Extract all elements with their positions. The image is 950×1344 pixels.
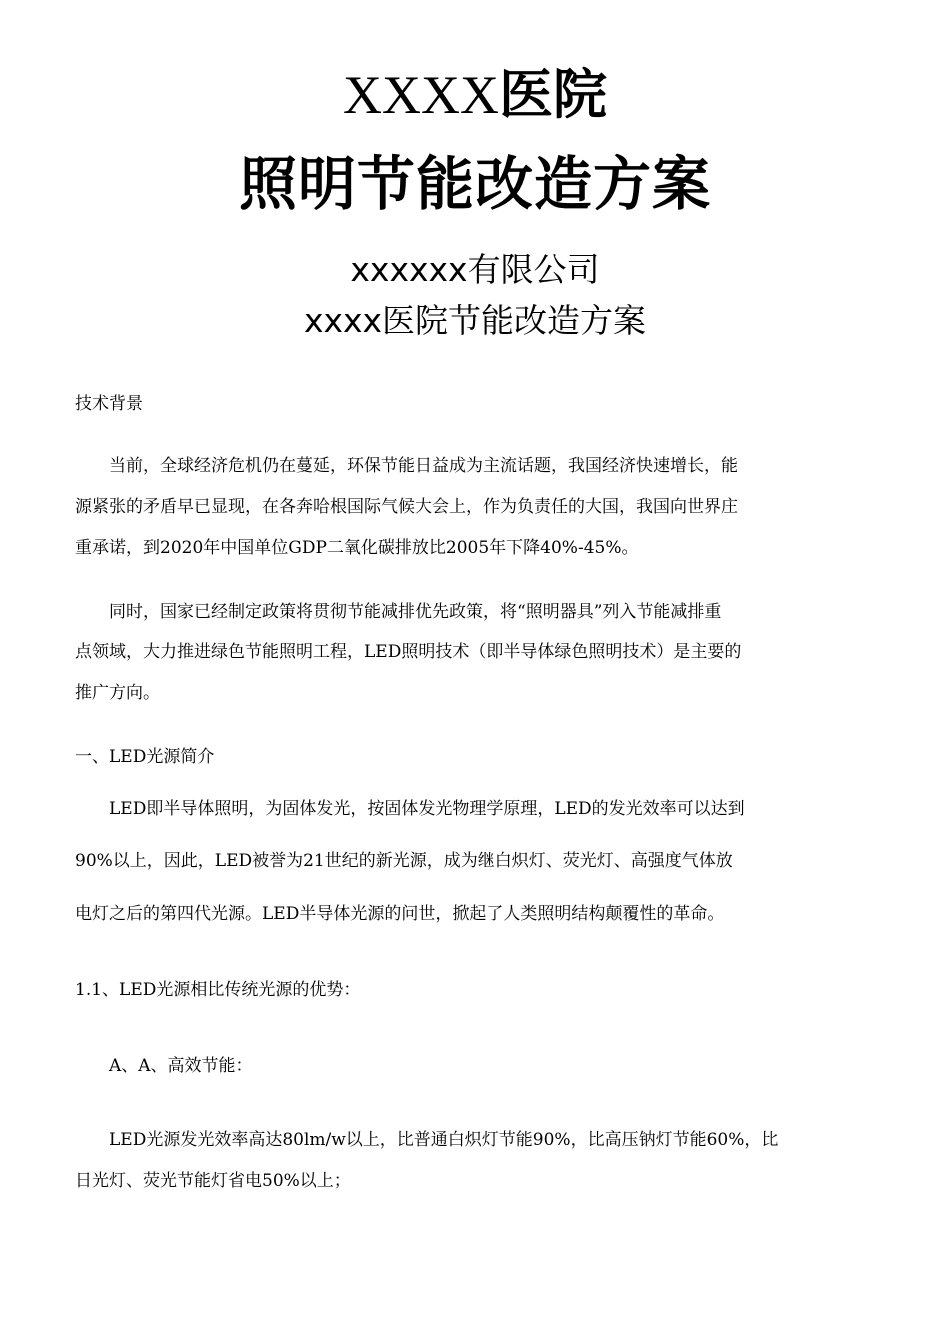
sub-heading-efficiency: A、A、高效节能： bbox=[75, 1056, 253, 1076]
section-heading-tech-background: 技术背景 bbox=[75, 394, 143, 414]
plan-subtitle: xxxx医院节能改造方案 bbox=[303, 301, 647, 340]
title-hospital-word: 医院 bbox=[499, 63, 607, 126]
company-name: xxxxxx有限公司 bbox=[350, 250, 600, 289]
paragraph-line: 点领域，大力推进绿色节能照明工程，LED照明技术（即半导体绿色照明技术）是主要的 bbox=[75, 642, 742, 662]
paragraph-line: 推广方向。 bbox=[75, 683, 160, 703]
document-title-line1 bbox=[0, 62, 950, 128]
paragraph-line: 日光灯、荧光节能灯省电50%以上； bbox=[75, 1171, 351, 1191]
paragraph-line: LED即半导体照明，为固体发光，按固体发光物理学原理，LED的发光效率可以达到 bbox=[75, 799, 745, 819]
title-hospital-placeholder: XXXX bbox=[343, 65, 499, 125]
paragraph-line: 重承诺，到2020年中国单位GDP二氧化碳排放比2005年下降40%-45%。 bbox=[75, 538, 639, 558]
paragraph-line: 当前，全球经济危机仍在蔓延，环保节能日益成为主流话题，我国经济快速增长，能 bbox=[75, 456, 738, 476]
paragraph-line: 90%以上，因此，LED被誉为21世纪的新光源，成为继白炽灯、荧光灯、高强度气体放 bbox=[75, 851, 733, 871]
paragraph-line: LED光源发光效率高达80lm/w以上，比普通白炽灯节能90%，比高压钠灯节能60%，比 bbox=[75, 1130, 779, 1150]
section-heading-led-intro: 一、LED光源简介 bbox=[75, 747, 215, 767]
paragraph-line: 源紧张的矛盾早已显现，在各奔哈根国际气候大会上，作为负责任的大国，我国向世界庄 bbox=[75, 497, 738, 517]
paragraph-line: 电灯之后的第四代光源。LED半导体光源的问世，掀起了人类照明结构颠覆性的革命。 bbox=[75, 904, 725, 924]
paragraph-line: 同时，国家已经制定政策将贯彻节能减排优先政策，将“照明器具”列入节能减排重 bbox=[75, 602, 722, 622]
section-heading-advantages: 1.1、LED光源相比传统光源的优势： bbox=[75, 980, 361, 1000]
document-title-line2: 照明节能改造方案 bbox=[238, 150, 711, 218]
